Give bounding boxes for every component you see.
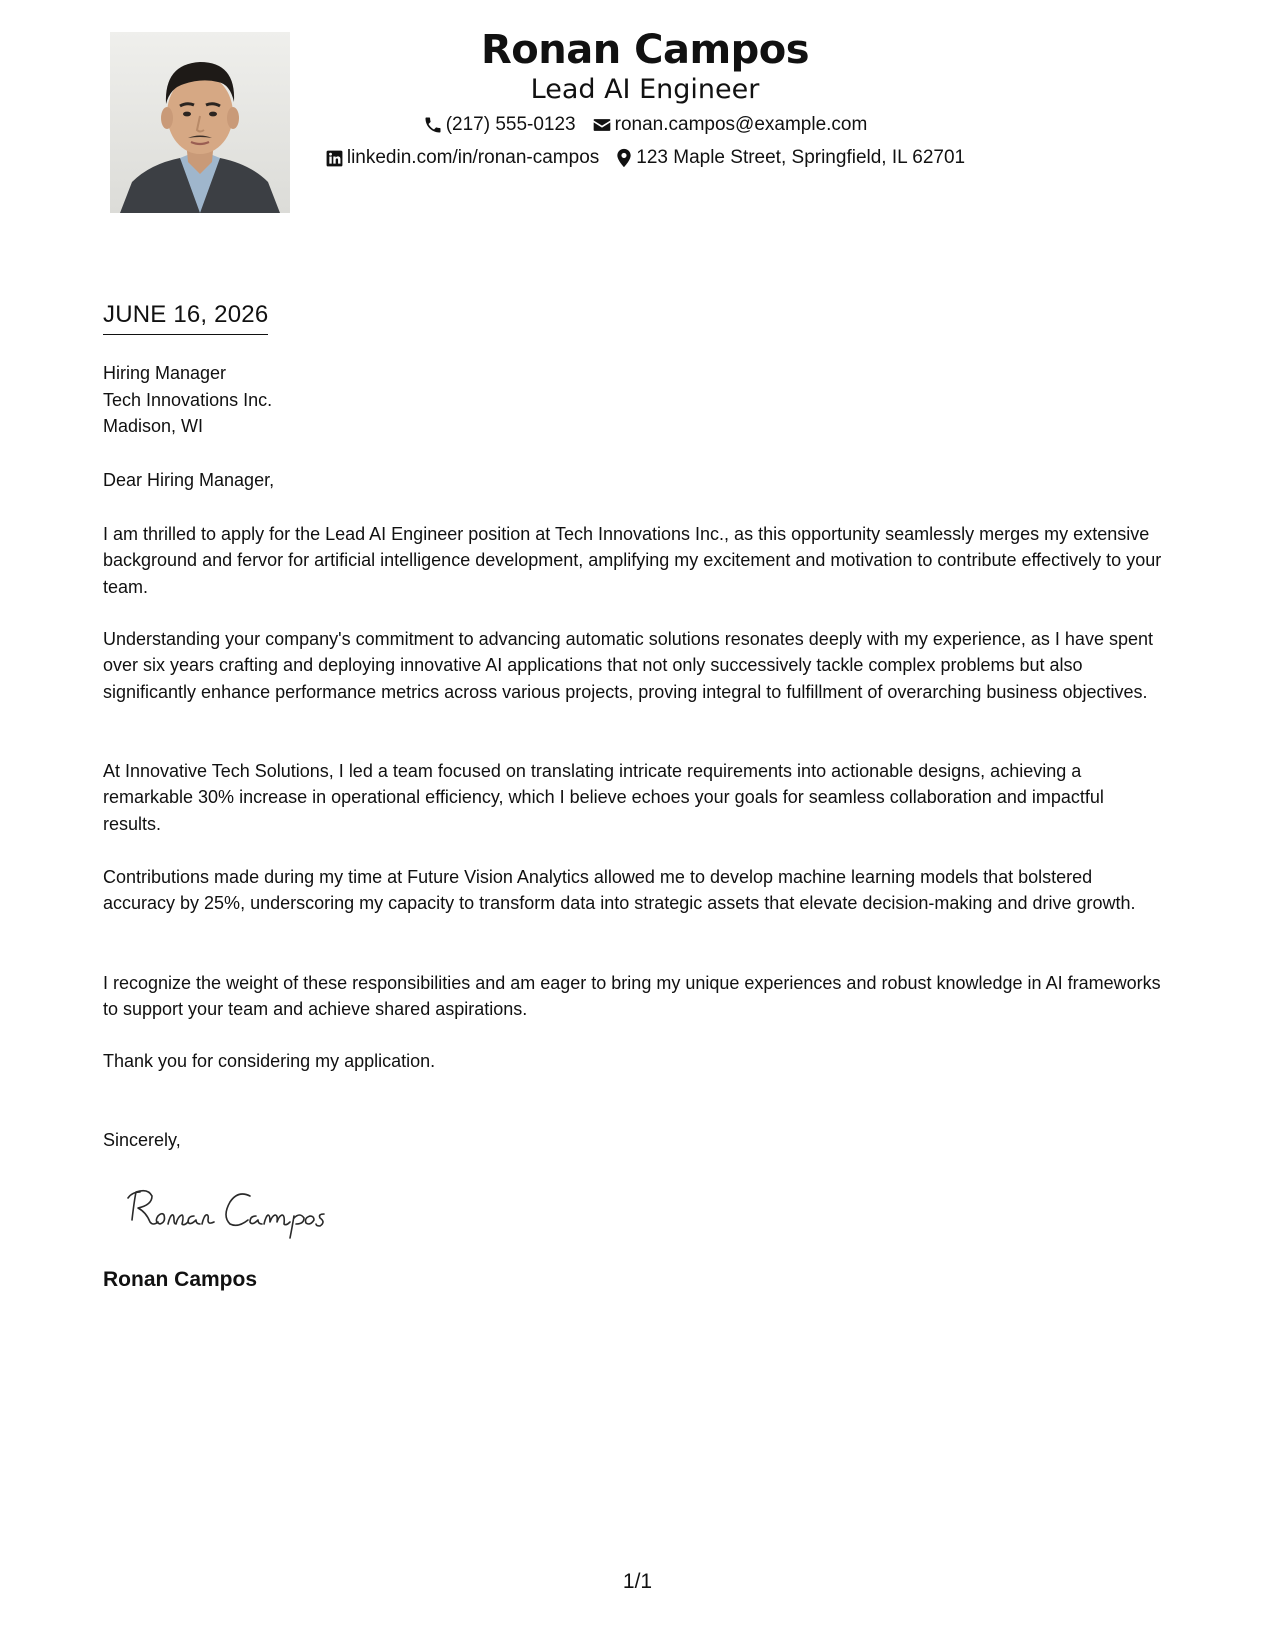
page-number: 1/1: [622, 1570, 653, 1593]
recipient-company: Tech Innovations Inc.: [103, 389, 273, 410]
body-paragraph: I am thrilled to apply for the Lead AI Engineer position at Tech Innovations Inc., as this opportunity seamlessly merges my extensive background and fervor for artificial intelligence development, amplifying my excitement and motivation to contribute effectively to your team.: [103, 524, 1162, 597]
linkedin-text: linkedin.com/in/ronan-campos: [346, 147, 600, 168]
letter-date: JUNE 16, 2026: [103, 299, 268, 335]
contact-address: [615, 145, 965, 171]
contact-linkedin[interactable]: [325, 145, 599, 171]
address-text: 123 Maple Street, Springfield, IL 62701: [636, 147, 966, 168]
body-paragraph: Understanding your company's commitment to advancing automatic solutions resonates deeply with my experience, as I have spent over six years crafting and deploying innovative AI applications that not only successively tackle complex problems but also significantly enhance performance metrics across various projects, proving integral to fulfillment of overarching business objectives.: [103, 629, 1153, 702]
phone-text: (217) 555-0123: [445, 114, 576, 135]
date-block: [103, 299, 268, 335]
salutation: Dear Hiring Manager,: [103, 470, 275, 490]
body-paragraph: Contributions made during my time at Future Vision Analytics allowed me to develop machine learning models that bolstered accuracy by 25%, underscoring my capacity to transform data into strategic assets that elevate decision-making and drive growth.: [103, 867, 1136, 914]
contact-row-primary: [0, 112, 1275, 138]
linkedin-icon: [325, 149, 344, 168]
recipient-title: Hiring Manager: [103, 363, 227, 383]
recipient-location: Madison, WI: [103, 416, 204, 436]
body-paragraph: Thank you for considering my application.: [103, 1051, 436, 1071]
body-paragraph: At Innovative Tech Solutions, I led a team focused on translating intricate requirements into actionable designs, achieving a remarkable 30% increase in operational efficiency, which I believe echoes your goals for seamless collaboration and impactful results.: [103, 761, 1104, 834]
contact-email[interactable]: [592, 112, 868, 138]
map-pin-icon: [615, 148, 633, 168]
contact-row-secondary: [0, 145, 1275, 171]
envelope-icon: [592, 115, 612, 135]
contact-phone[interactable]: [423, 112, 576, 138]
applicant-name: Ronan Campos: [480, 27, 810, 73]
recipient-block: [103, 360, 272, 440]
handwritten-signature: [118, 1180, 358, 1242]
job-title: Lead AI Engineer: [530, 74, 760, 105]
closing: Sincerely,: [103, 1130, 181, 1150]
email-text: ronan.campos@example.com: [614, 114, 868, 135]
signer-name: Ronan Campos: [103, 1268, 258, 1291]
body-paragraph: I recognize the weight of these responsibilities and am eager to bring my unique experiences and robust knowledge in AI frameworks to support your team and achieve shared aspirations.: [103, 973, 1161, 1020]
phone-icon: [423, 115, 443, 135]
